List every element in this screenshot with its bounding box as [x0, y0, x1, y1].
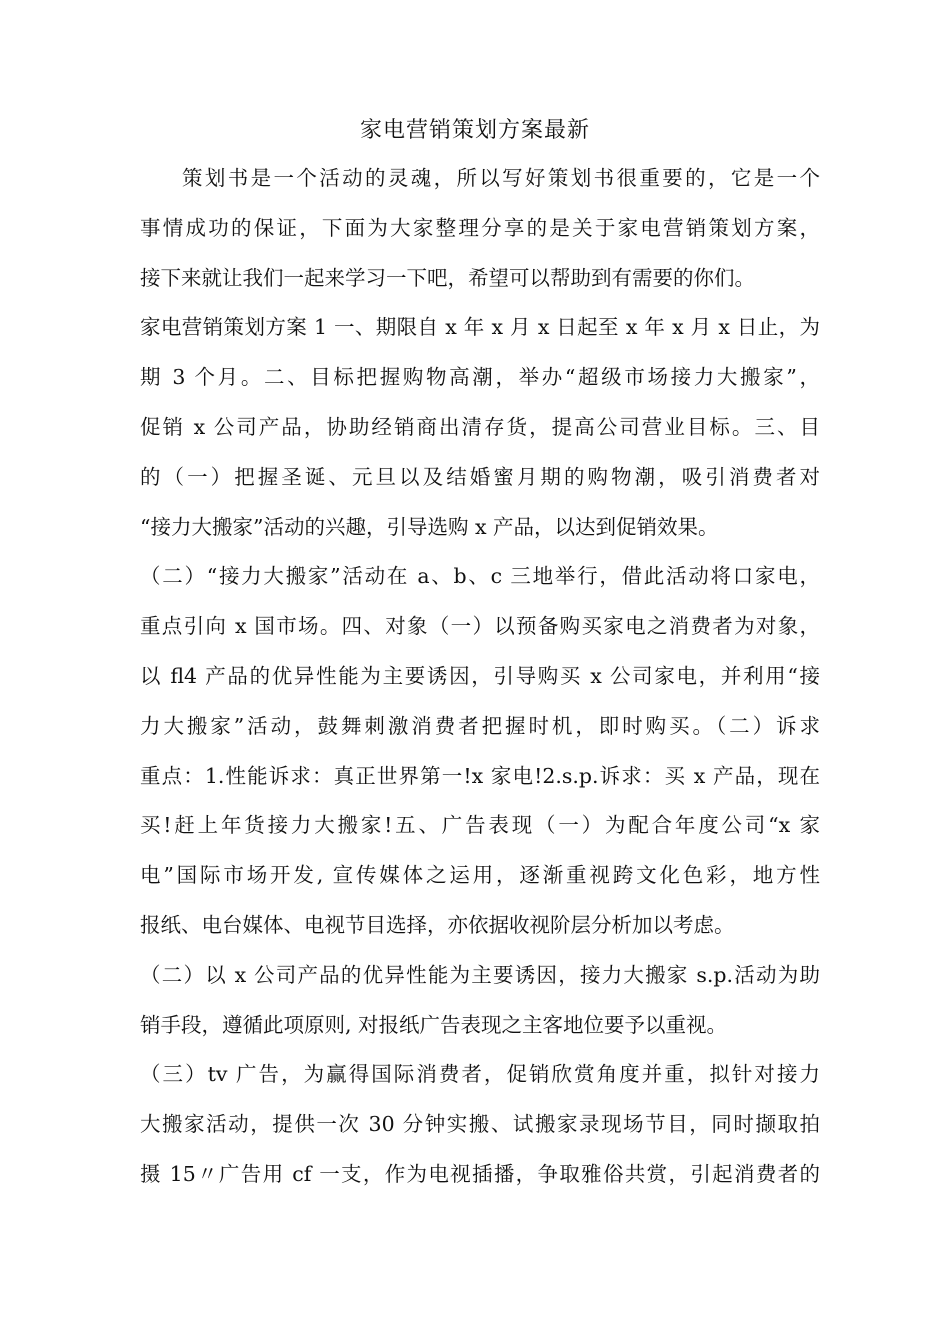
paragraph-line: （二）“接力大搬家”活动在 a、b、c 三地举行，借此活动将口家电，: [140, 564, 820, 589]
paragraph-line: 重点引向 x 国市场。四、对象（一）以预备购买家电之消费者为对象，: [140, 614, 820, 639]
paragraph-line: 以 fl4 产品的优异性能为主要诱因，引导购买 x 公司家电，并利用“接: [140, 663, 820, 688]
paragraph-line: 力大搬家”活动，鼓舞刺激消费者把握时机，即时购买。（二）诉求: [140, 713, 820, 738]
paragraph-line: 摄 15〃广告用 cf 一支，作为电视插播，争取雅俗共赏，引起消费者的: [140, 1161, 820, 1186]
paragraph-line: 销手段，遵循此项原则, 对报纸广告表现之主客地位要予以重视。: [140, 1012, 728, 1037]
paragraph-line: 接下来就让我们一起来学习一下吧，希望可以帮助到有需要的你们。: [140, 265, 755, 290]
paragraph-line: 事情成功的保证，下面为大家整理分享的是关于家电营销策划方案，: [140, 215, 820, 240]
paragraph-line: （二）以 x 公司产品的优异性能为主要诱因，接力大搬家 s.p.活动为助: [140, 962, 820, 987]
paragraph-line: “接力大搬家”活动的兴趣，引导选购 x 产品，以达到促销效果。: [140, 514, 719, 539]
paragraph-line: 报纸、电台媒体、电视节目选择，亦依据收视阶层分析加以考虑。: [140, 912, 735, 937]
paragraph-line: （三）tv 广告，为赢得国际消费者，促销欣赏角度并重，拟针对接力: [140, 1062, 820, 1087]
document-title: 家电营销策划方案最新: [359, 118, 590, 143]
document-body: [140, 154, 820, 1200]
paragraph-line: 的（一）把握圣诞、元旦以及结婚蜜月期的购物潮，吸引消费者对: [140, 464, 820, 489]
paragraph-line: 家电营销策划方案 1 一、期限自 x 年 x 月 x 日起至 x 年 x 月 x 日止，为: [140, 315, 820, 340]
paragraph-line: 买!赶上年货接力大搬家!五、广告表现（一）为配合年度公司“x 家: [140, 813, 820, 838]
paragraph-line: 电”国际市场开发, 宣传媒体之运用，逐渐重视跨文化色彩，地方性: [140, 863, 820, 888]
paragraph-line: 重点：1.性能诉求：真正世界第一!x 家电!2.s.p.诉求：买 x 产品，现在: [140, 763, 820, 788]
paragraph-line: 促销 x 公司产品，协助经销商出清存货，提高公司营业目标。三、目: [140, 414, 820, 439]
paragraph-line: 大搬家活动，提供一次 30 分钟实搬、试搬家录现场节目，同时撷取拍: [140, 1112, 820, 1137]
paragraph-line: 期 3 个月。二、目标把握购物高潮，举办“超级市场接力大搬家”，: [140, 365, 820, 390]
paragraph-line: 策划书是一个活动的灵魂，所以写好策划书很重要的，它是一个: [182, 166, 820, 190]
